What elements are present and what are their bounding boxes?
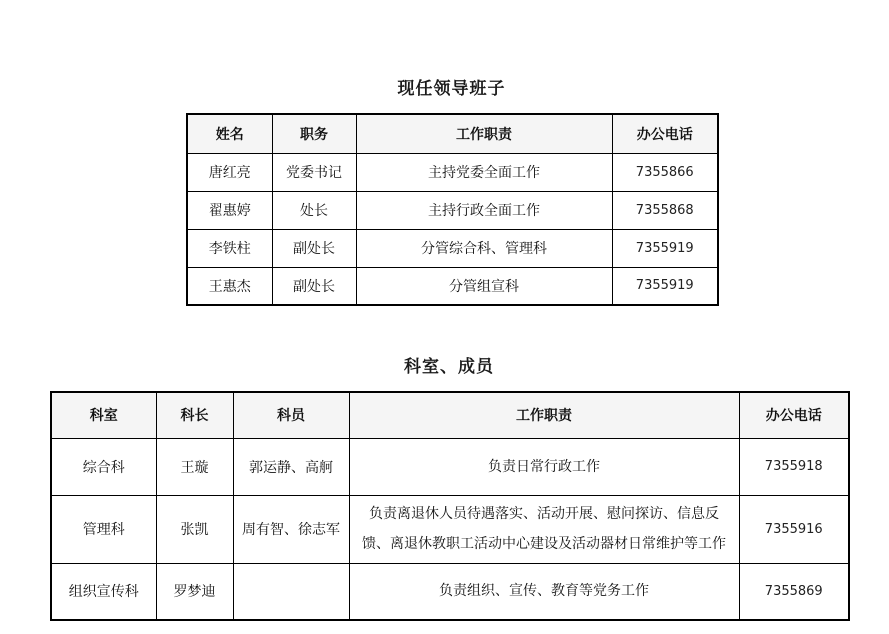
leadership-section xyxy=(186,74,717,306)
cell-phone: 7355918 xyxy=(739,438,849,495)
departments-header-row xyxy=(51,392,849,438)
cell-name: 唐红亮 xyxy=(187,153,272,191)
departments-col-staff: 科员 xyxy=(233,392,349,438)
table-row xyxy=(51,563,849,620)
departments-col-duty: 工作职责 xyxy=(349,392,739,438)
departments-section xyxy=(50,352,848,621)
cell-position: 处长 xyxy=(272,191,356,229)
cell-phone: 7355868 xyxy=(612,191,718,229)
table-row xyxy=(187,267,718,305)
departments-col-dept: 科室 xyxy=(51,392,156,438)
cell-duty: 分管综合科、管理科 xyxy=(356,229,612,267)
cell-dept: 组织宣传科 xyxy=(51,563,156,620)
cell-duty: 分管组宣科 xyxy=(356,267,612,305)
departments-col-phone: 办公电话 xyxy=(739,392,849,438)
cell-duty: 主持行政全面工作 xyxy=(356,191,612,229)
cell-position: 副处长 xyxy=(272,267,356,305)
cell-chief: 王璇 xyxy=(156,438,233,495)
cell-name: 翟惠婷 xyxy=(187,191,272,229)
table-row xyxy=(187,229,718,267)
departments-col-chief: 科长 xyxy=(156,392,233,438)
leadership-col-name: 姓名 xyxy=(187,114,272,153)
cell-phone: 7355919 xyxy=(612,229,718,267)
table-row xyxy=(187,191,718,229)
cell-staff: 郭运静、高舸 xyxy=(233,438,349,495)
table-row xyxy=(51,438,849,495)
cell-chief: 罗梦迪 xyxy=(156,563,233,620)
cell-phone: 7355869 xyxy=(739,563,849,620)
leadership-col-duty: 工作职责 xyxy=(356,114,612,153)
cell-name: 王惠杰 xyxy=(187,267,272,305)
cell-duty: 负责组织、宣传、教育等党务工作 xyxy=(349,563,739,620)
table-row xyxy=(187,153,718,191)
cell-phone: 7355919 xyxy=(612,267,718,305)
leadership-title: 现任领导班子 xyxy=(397,79,506,98)
cell-name: 李铁柱 xyxy=(187,229,272,267)
cell-chief: 张凯 xyxy=(156,495,233,563)
table-row xyxy=(51,495,849,563)
cell-phone: 7355916 xyxy=(739,495,849,563)
cell-staff xyxy=(233,563,349,620)
cell-duty: 负责离退休人员待遇落实、活动开展、慰问探访、信息反馈、离退休教职工活动中心建设及活动器材日常维护等工作 xyxy=(349,495,739,563)
leadership-header-row xyxy=(187,114,718,153)
cell-staff: 周有智、徐志军 xyxy=(233,495,349,563)
cell-position: 党委书记 xyxy=(272,153,356,191)
leadership-col-position: 职务 xyxy=(272,114,356,153)
cell-dept: 管理科 xyxy=(51,495,156,563)
departments-table xyxy=(50,391,850,621)
departments-title: 科室、成员 xyxy=(404,357,494,376)
cell-dept: 综合科 xyxy=(51,438,156,495)
cell-duty: 主持党委全面工作 xyxy=(356,153,612,191)
leadership-table xyxy=(186,113,719,306)
leadership-col-phone: 办公电话 xyxy=(612,114,718,153)
cell-duty: 负责日常行政工作 xyxy=(349,438,739,495)
cell-phone: 7355866 xyxy=(612,153,718,191)
cell-position: 副处长 xyxy=(272,229,356,267)
